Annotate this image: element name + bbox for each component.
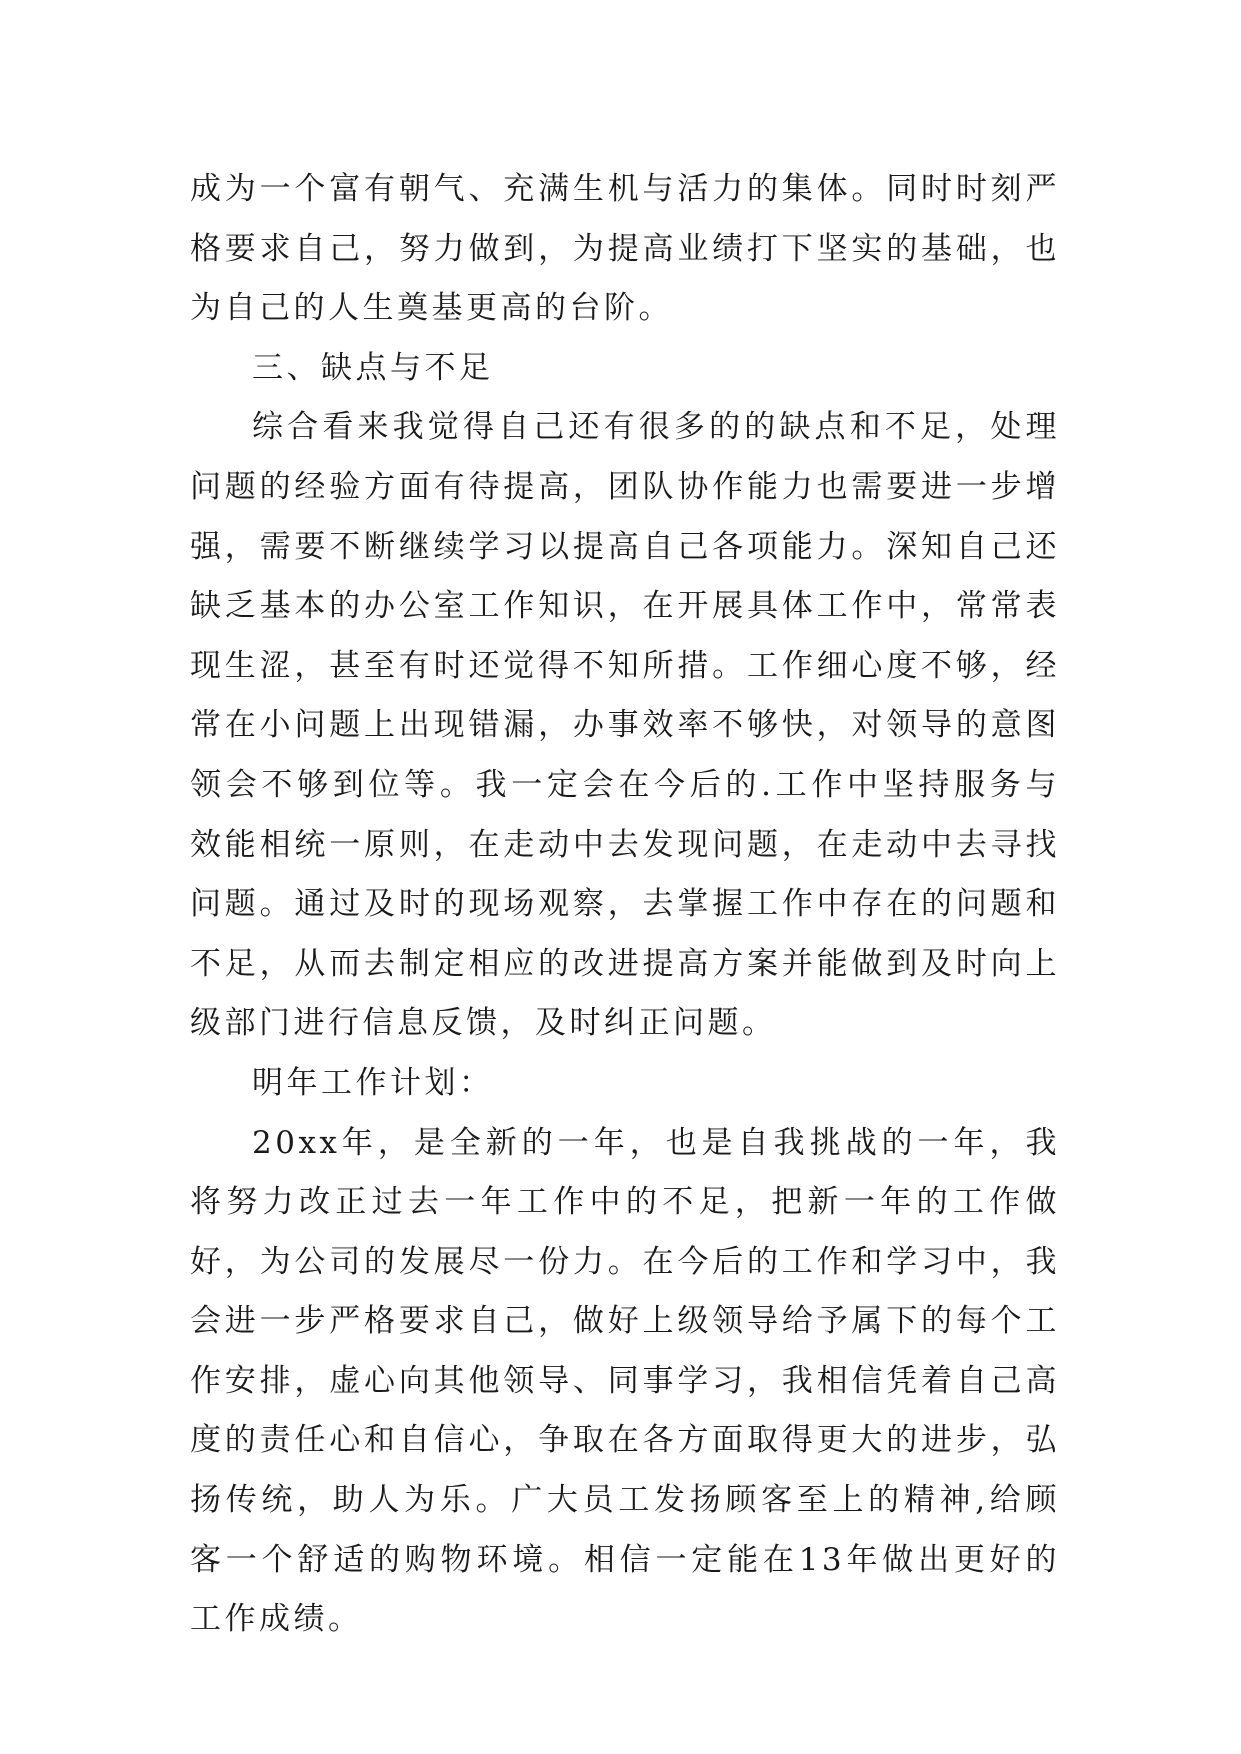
paragraph-shortcomings: 综合看来我觉得自己还有很多的的缺点和不足，处理问题的经验方面有待提高，团队协作能力也需要进一步增强，需要不断继续学习以提高自己各项能力。深知自己还缺乏基本的办公室工作知识，在开展具体工作中，常常表现生涩，甚至有时还觉得不知所措。工作细心度不够，经常在小问题上出现错漏，办事效率不够快，对领导的意图领会不够到位等。我一定会在今后的.工作中坚持服务与效能相统一原则，在走动中去发现问题，在走动中去寻找问题。通过及时的现场观察，去掌握工作中存在的问题和不足，从而去制定相应的改进提高方案并能做到及时向上级部门进行信息反馈，及时纠正问题。: [190, 409, 1060, 1042]
document-body: [190, 160, 1060, 1650]
paragraph-next-year-plan: 20xx年，是全新的一年，也是自我挑战的一年，我将努力改正过去一年工作中的不足，把新一年的工作做好，为公司的发展尽一份力。在今后的工作和学习中，我会进一步严格要求自己，做好上级领导给予属下的每个工作安排，虚心向其他领导、同事学习，我相信凭着自己高度的责任心和自信心，争取在各方面取得更大的进步，弘扬传统，助人为乐。广大员工发扬顾客至上的精神,给顾客一个舒适的购物环境。相信一定能在13年做出更好的工作成绩。: [190, 1124, 1060, 1638]
paragraph-continuation: 成为一个富有朝气、充满生机与活力的集体。同时时刻严格要求自己，努力做到，为提高业绩打下坚实的基础，也为自己的人生奠基更高的台阶。: [190, 171, 1060, 327]
section-heading-shortcomings: 三、缺点与不足: [252, 349, 494, 386]
section-heading-next-year-plan: 明年工作计划：: [252, 1064, 494, 1101]
